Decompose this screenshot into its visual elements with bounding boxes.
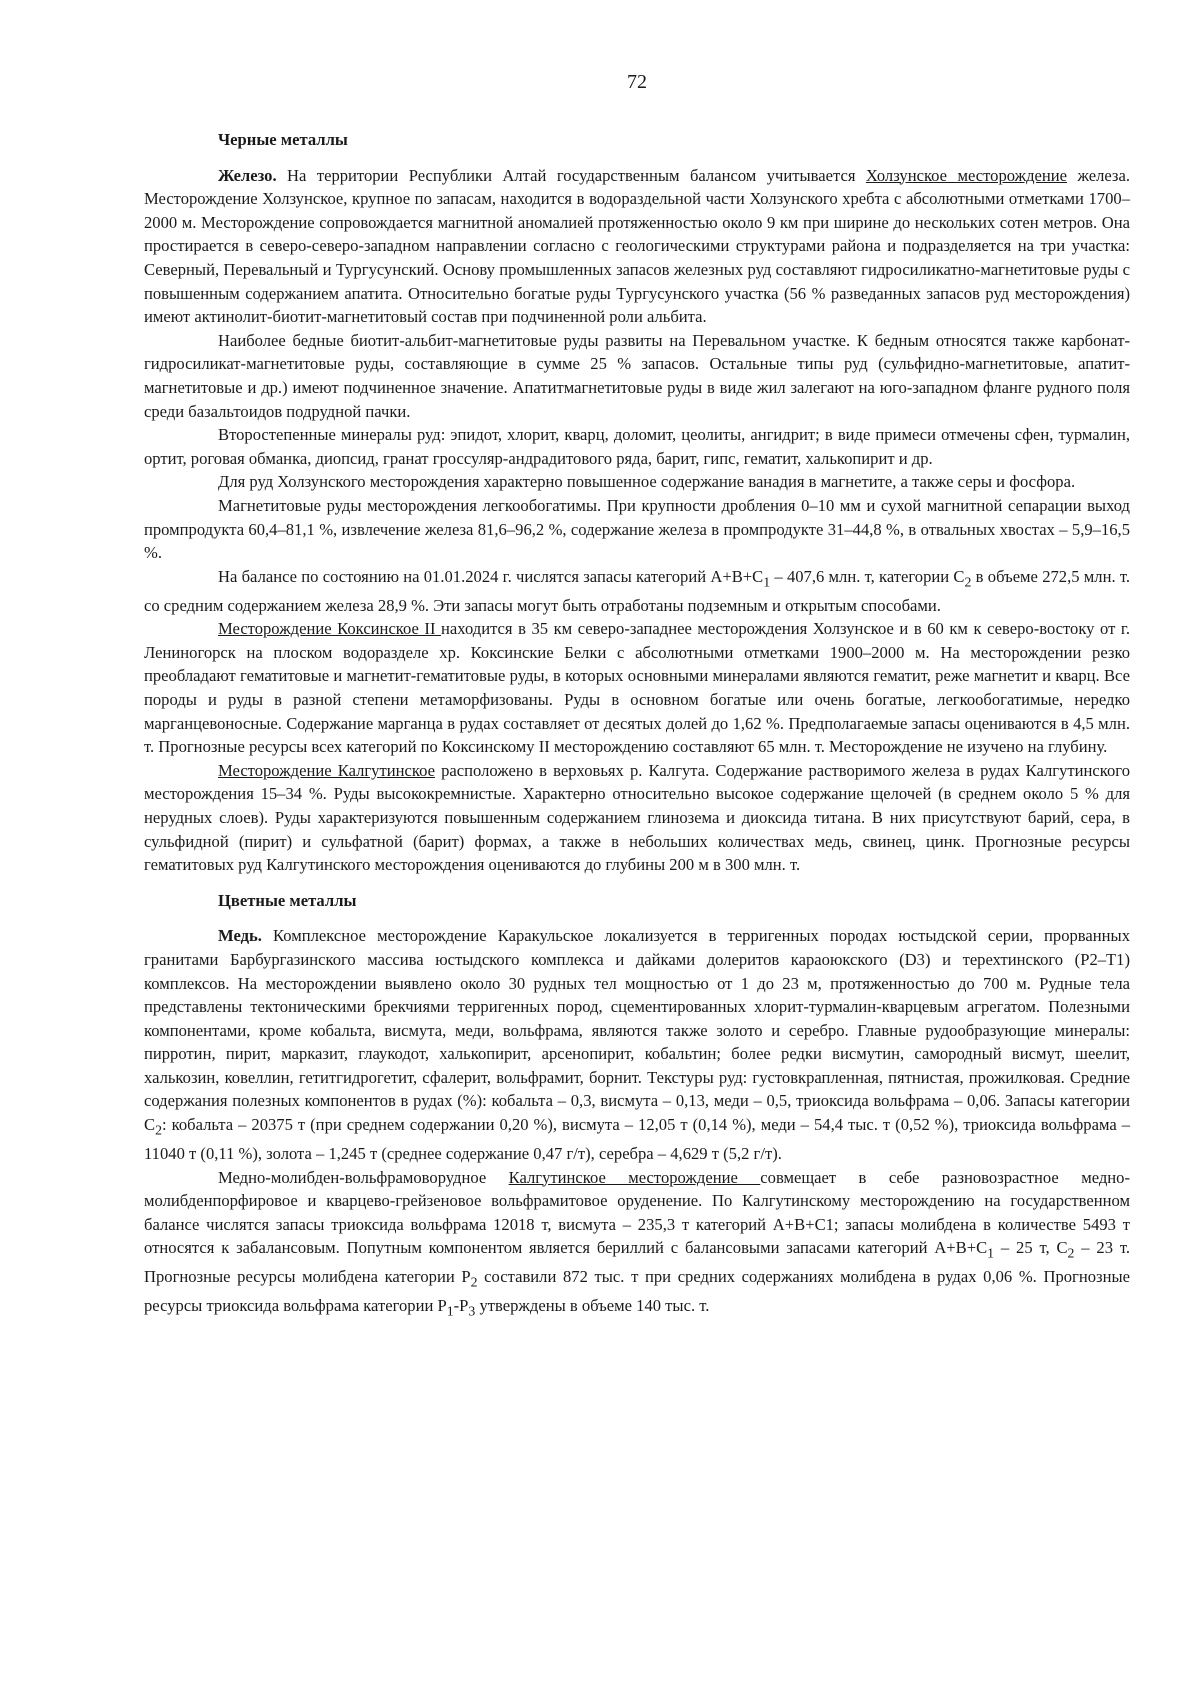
text-run: железа. Месторождение Холзунское, крупное по запасам, находится в водораздельной части Холзунского хребта с абсолютными отметками 1700–2000 м. Месторождение сопровождается магнитной аномалией протяженностью около 9 км при ширине до нескольких сотен метров. Она простирается в северо-северо-западном направлении согласно с геологическими структурами района и подразделяется на три участка: Северный, Перевальный и Тургусунский. Основу промышленных запасов железных руд составляют гидросиликатно-магнетитовые руды с повышенным содержанием апатита. Относительно богатые руды Тургусунского участка (56 % разведанных запасов руд месторождения) имеют актинолит-биотит-магнетитовый состав при подчиненной роли альбита. <box>144 165 1130 327</box>
text-run: находится в 35 км северо-западнее месторождения Холзунское и в 60 км к северо-востоку от г. Лениногорск на плоском водоразделе хр. Коксинские Белки с абсолютными отметками 1900–2000 м. На месторождении резко преобладают гематитовые и магнетит-гематитовые руды, в которых основными минералами являются гематит, реже магнетит и кварц. Все породы и руды в разной степени метаморфизованы. Руды в основном богатые или очень богатые, легкообогатимые, нередко марганцевоносные. Содержание марганца в рудах составляет от десятых долей до 1,62 %. Предполагаемые запасы оцениваются в 4,5 млн. т. Прогнозные ресурсы всех категорий по Коксинскому II месторождению составляют 65 млн. т. Месторождение не изучено на глубину. <box>144 619 1130 757</box>
document-page <box>144 70 1130 1323</box>
section-title-nonferrous: Цветные металлы <box>218 890 357 910</box>
text-run: – 407,6 млн. т, категории С <box>770 566 965 586</box>
subscript: 1 <box>987 1245 995 1261</box>
paragraph-beneficiation: Магнетитовые руды месторождения легкообогатимы. При крупности дробления 0–10 мм и сухой магнитной сепарации выход промпродукта 60,4–81,1 %, извлечение железа 81,6–96,2 %, содержание железа в промпродукте 31–44,8 %, в отвальных хвостах – 5,9–16,5 %. <box>144 495 1130 563</box>
text-run: Комплексное месторождение Каракульское локализуется в терригенных породах юстыдской серии, прорванных гранитами Барбургазинского массива юстыдского комплекса и дайками долеритов караоюкского (D3) и терехтинского (P2–T1) комплексов. На месторождении выявлено около 30 рудных тел мощностью от 1 до 23 м, протяженностью до 700 м. Рудные тела представлены тектоническими брекчиями терригенных пород, сцементированных хлорит-турмалин-кварцевым агрегатом. Полезными компонентами, кроме кобальта, висмута, меди, вольфрама, являются также золото и серебро. Главные рудообразующие минералы: пирротин, пирит, марказит, глаукодот, халькопирит, арсенопирит, кобальтин; более редки висмутин, самородный висмут, шеелит, халькозин, ковеллин, гетитгидрогетит, сфалерит, вольфрамит, борнит. Текстуры руд: густовкрапленная, пятнистая, прожилковая. Средние содержания полезных компонентов в рудах (%): кобальта – 0,3, висмута – 0,13, меди – 0,5, триоксида вольфрама – 0,06. Запасы категории С <box>144 926 1130 1135</box>
subscript: 3 <box>468 1303 476 1319</box>
text-run: – 25 т, С <box>994 1238 1068 1258</box>
copper-lead: Медь. <box>218 926 262 946</box>
section-title-ferrous: Черные металлы <box>218 130 348 149</box>
subscript: 1 <box>446 1303 454 1319</box>
deposit-name-koksinskoe: Месторождение Коксинское II <box>218 619 442 639</box>
paragraph-vanadium: Для руд Холзунского месторождения характерно повышенное содержание ванадия в магнетите, а также серы и фосфора. <box>218 472 1076 492</box>
text-run: составили 872 тыс. т при средних содержаниях молибдена в рудах 0,06 %. Прогнозные ресурсы триоксида вольфрама категории Р <box>144 1267 1130 1316</box>
paragraph-kalgutinskoe-moly <box>144 1166 1130 1324</box>
text-run: – 23 т. Прогнозные ресурсы молибдена категории Р <box>144 1238 1130 1287</box>
text-run: На балансе по состоянию на 01.01.2024 г. числятся запасы категорий А+В+С <box>218 566 764 586</box>
text-run: -Р <box>453 1296 469 1316</box>
text-run: в объеме 272,5 млн. т. со средним содержанием железа 28,9 %. Эти запасы могут быть отработаны подземным и открытым способами. <box>144 566 1131 615</box>
page-number: 72 <box>627 71 647 93</box>
subscript: 2 <box>964 574 972 589</box>
text-run: Медно-молибден-вольфрамоворудное <box>218 1167 509 1187</box>
paragraph-copper <box>144 924 1130 1165</box>
text-run: утверждены в объеме 140 тыс. т. <box>475 1296 710 1316</box>
paragraph-poor-ores: Наиболее бедные биотит-альбит-магнетитовые руды развиты на Перевальном участке. К бедным относятся также карбонат-гидросиликат-магнетитовые руды, составляющие в сумме 25 % запасов. Остальные типы руд (сульфидно-магнетитовые, апатит-магнетитовые и др.) имеют подчиненное значение. Апатитмагнетитовые руды в виде жил залегают на юго-западном фланге рудного поля среди базальтоидов подрудной пачки. <box>144 330 1130 421</box>
paragraph-iron-intro <box>144 164 1130 329</box>
text-run: : кобальта – 20375 т (при среднем содержании 0,20 %), висмута – 12,05 т (0,14 %), меди – 54,4 тыс. т (0,52 %), триоксида вольфрама – 11040 т (0,11 %), золота – 1,245 т (среднее содержание 0,47 г/т), серебра – 4,629 т (5,2 г/т). <box>144 1115 1130 1163</box>
deposit-name-kalgutinskoe: Месторождение Калгутинское <box>218 760 435 780</box>
subscript: 2 <box>1067 1245 1075 1261</box>
text-run: На территории Республики Алтай государственным балансом учитывается <box>276 165 866 185</box>
text-run: совмещает в себе разновозрастное медно-молибденпорфировое и кварцево-грейзеновое вольфрамитовое оруденение. По Калгутинскому месторождению на государственном балансе числятся запасы триоксида вольфрама 12018 т, висмута – 235,3 т категорий А+В+С1; запасы молибдена в количестве 5493 т относятся к забалансовым. Попутным компонентом является бериллий с балансовыми запасами категорий А+В+С <box>144 1167 1130 1258</box>
paragraph-balance-reserves <box>144 565 1130 618</box>
deposit-name-kholzun: Холзунское месторождение <box>865 165 1068 185</box>
deposit-name-kalgutinskoe-2: Калгутинское месторождение <box>508 1167 761 1187</box>
subscript: 2 <box>155 1122 162 1138</box>
subscript: 2 <box>470 1274 478 1290</box>
text-run: расположено в верховьях р. Калгута. Содержание растворимого железа в рудах Калгутинского месторождения 15–34 %. Руды высококремнистые. Характерно относительно высокое содержание щелочей (в среднем около 5 % для нерудных слоев). Руды характеризуются повышенным содержанием глинозема и диоксида титана. В них присутствуют барий, сера, в сульфидной (пирит) и сульфатной (барит) формах, а также в небольших количествах медь, свинец, цинк. Прогнозные ресурсы гематитовых руд Калгутинского месторождения оцениваются до глубины 200 м в 300 млн. т. <box>144 760 1130 875</box>
paragraph-koksinskoe <box>144 617 1130 759</box>
paragraph-minor-minerals: Второстепенные минералы руд: эпидот, хлорит, кварц, доломит, цеолиты, ангидрит; в виде примеси отмечены сфен, турмалин, ортит, роговая обманка, диопсид, гранат гроссуляр-андрадитового ряда, барит, гипс, гематит, халькопирит и др. <box>144 425 1130 468</box>
iron-lead: Железо. <box>218 165 277 185</box>
paragraph-kalgutinskoe-iron <box>144 759 1130 877</box>
subscript: 1 <box>763 574 771 589</box>
